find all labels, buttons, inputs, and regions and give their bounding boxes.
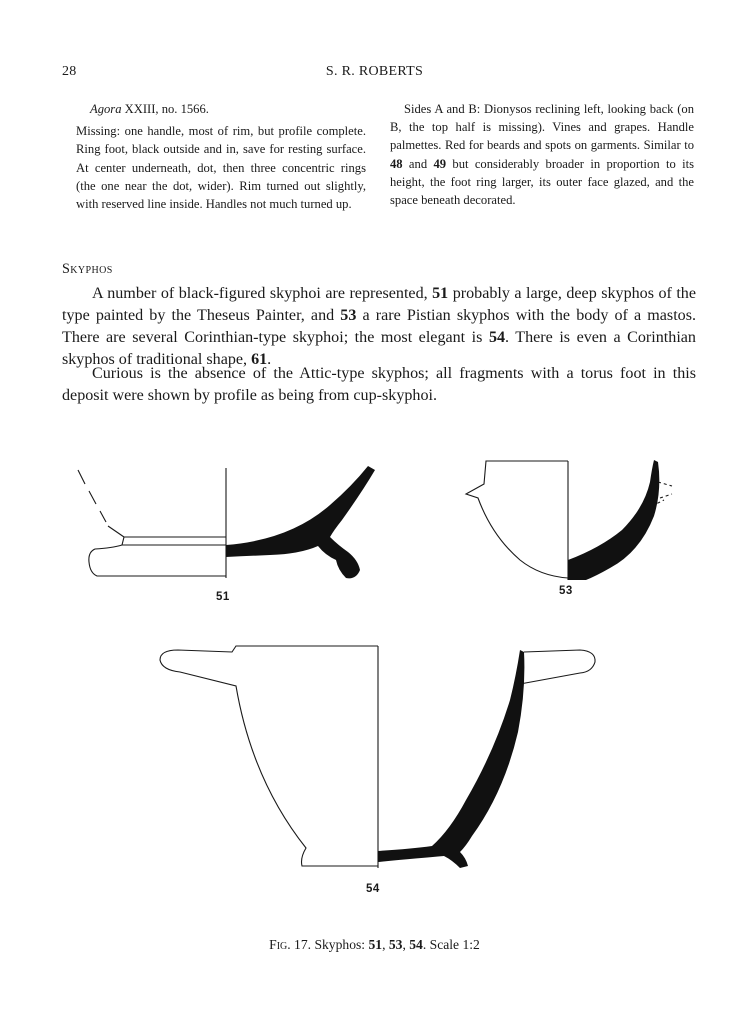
glaze-section xyxy=(568,460,659,580)
outer-wall-outline xyxy=(466,461,568,578)
profile-drawing-53 xyxy=(458,455,678,585)
caption-number: 54 xyxy=(409,937,423,952)
profile-drawing-54 xyxy=(150,640,610,880)
entry-reference xyxy=(76,100,366,118)
caption-number: 51 xyxy=(368,937,383,952)
decoration-text: but considerably broader in proportion to its height, the foot ring larger, its outer face glazed, and the space beneath decorated. xyxy=(390,156,695,208)
catalogue-number: 53 xyxy=(340,307,357,324)
para-text: A number of black-figured skyphoi are represented, xyxy=(92,285,433,302)
cross-ref-48: 48 xyxy=(390,156,403,171)
profile-drawing-51 xyxy=(70,460,390,590)
foot-outline xyxy=(89,537,226,576)
decoration-text: Sides A and B: Dionysos reclining left, looking back (on B, the top half is missing). Vines and grapes. Handle palmettes. Red for beards and spots on garments. Similar to xyxy=(390,102,694,153)
wall-restoration-line xyxy=(78,470,106,522)
left-handle-and-wall xyxy=(160,646,378,866)
body-paragraph-1 xyxy=(62,283,696,371)
caption-text: . Scale 1:2 xyxy=(422,937,480,952)
figure-caption xyxy=(0,937,749,953)
glaze-section xyxy=(226,466,375,578)
section-heading: Skyphos xyxy=(62,261,113,277)
caption-text: , xyxy=(382,937,389,952)
caption-text: 17. Skyphos: xyxy=(290,937,369,952)
decoration-text: and xyxy=(402,156,434,171)
running-head-author: S. R. ROBERTS xyxy=(325,64,424,79)
caption-number: 53 xyxy=(388,937,403,952)
cross-ref-49: 49 xyxy=(433,156,447,171)
entry-description: Missing: one handle, most of rim, but profile complete. Ring foot, black outside and in, save for resting surface. At center underneath, dot, then three concentric rings (the one near the dot, wider). Rim turned out slightly, with reserved line inside. Handles not much turned up. xyxy=(76,124,366,212)
entry-decoration xyxy=(390,100,694,209)
glaze-section xyxy=(378,650,524,868)
entry-reference-rest: XXIII, no. 1566. xyxy=(121,102,209,116)
catalogue-number: 51 xyxy=(432,285,449,302)
caption-text: , xyxy=(402,937,410,952)
caption-fig-abbrev: Fig. xyxy=(269,937,291,952)
catalogue-number: 54 xyxy=(488,329,506,346)
para-text: . There is even a Corinthian skyphos of traditional shape, xyxy=(62,329,696,368)
para-text: a rare Pistian skyphos with the body of a mastos. There are several Corinthian-type skyphoi; the most elegant is xyxy=(62,307,697,346)
para-text: probably a large, deep skyphos of the type painted by the Theseus Painter, and xyxy=(62,285,696,324)
catalogue-left-column xyxy=(76,100,366,213)
entry-reference-italic: Agora xyxy=(90,102,122,116)
figure-label-51: 51 xyxy=(216,591,230,603)
body-paragraph-2: Curious is the absence of the Attic-type skyphos; all fragments with a torus foot in this deposit were shown by profile as being from cup-skyphoi. xyxy=(62,365,696,404)
figure-label-54: 54 xyxy=(366,883,380,895)
catalogue-number: 61 xyxy=(251,351,268,368)
catalogue-right-column xyxy=(390,100,694,209)
para-text: . xyxy=(267,351,272,368)
outer-wall-line xyxy=(108,526,124,537)
figure-label-53: 53 xyxy=(559,585,573,597)
page-number: 28 xyxy=(62,64,77,79)
right-handle-outline xyxy=(520,650,595,684)
